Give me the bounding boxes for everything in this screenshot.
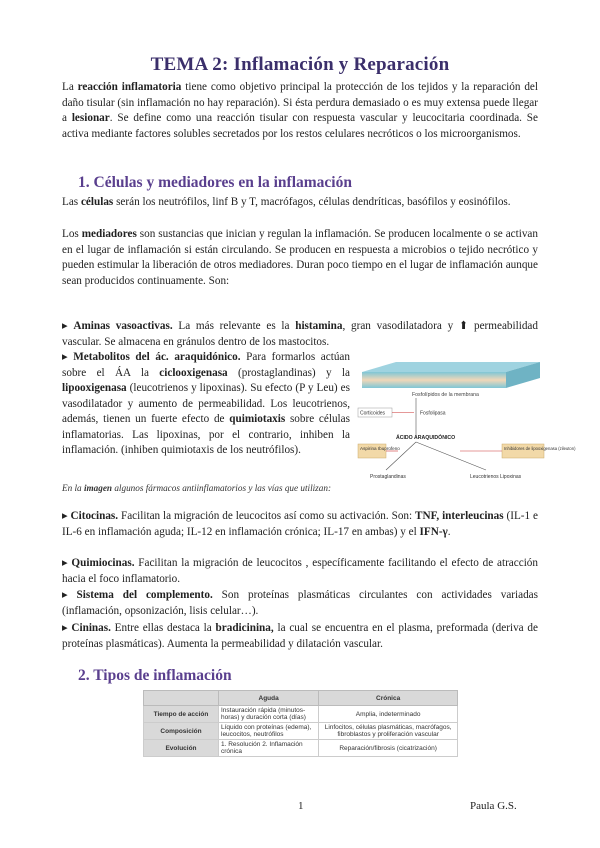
bullet-arrow-icon: ▸ xyxy=(62,622,72,634)
table-header-row: Aguda Crónica xyxy=(144,691,458,706)
table-row: Composición Líquido con proteínas (edema), leucocitos, neutrófilos Linfocitos, células plasmáticas, macrófagos, fibroblastos y proliferación vascular xyxy=(144,723,458,740)
leucotrienos-label: Leucotrienos Lipoxinas xyxy=(470,474,522,480)
mediadores-paragraph: Los mediadores son sustancias que inician y regulan la inflamación. Se producen localmente o se activan en el lugar de inflamación si están circulando. Se producen en respuesta a microbios o tejido necrótico y pueden estimular la liberación de otros mediadores. Duran poco tiempo en el lugar de inflamación aunque sean producidos continuamente. Son: xyxy=(62,228,538,287)
author-name: Paula G.S. xyxy=(470,800,517,812)
lesionar-term: lesionar xyxy=(71,112,110,124)
membrane-label: Fosfolípidos de la membrana xyxy=(412,392,479,398)
aspirina-label: Aspirina Ibuprofeno xyxy=(360,446,400,451)
bullet-metabolitos: ▸ Metabolitos del ác. araquidónico. Para formarlos actúan sobre el ÁA la ciclooxigenasa (prostaglandinas) y la lipooxigenasa (leucotrienos y lipoxinas). Su efecto (P y Leu) es vasodilatador y aumento de permeabilidad. Los leucotrienos, además, tienen un fuerte efecto de quimiotaxis sobre células inflamatorias. Las lipoxinas, por el contrario, inhiben la inflamación. (inhiben quimiotaxis de los neutrófilos). xyxy=(62,351,351,456)
bullet-arrow-icon: ▸ xyxy=(62,557,72,569)
prostaglandinas-label: Prostaglandinas xyxy=(370,474,406,480)
bullet-complemento: ▸ Sistema del complemento. Son proteínas plasmáticas circulantes con actividades variadas (inflamación, opsonización, lisis celular…). xyxy=(62,589,538,617)
corticoides-label: Corticoides xyxy=(360,410,386,417)
up-arrow-icon: ⬆ xyxy=(458,320,469,332)
membrane-graphic xyxy=(362,362,540,388)
acido-araquidonico-label: ÁCIDO ARAQUIDÓNICO xyxy=(396,435,456,441)
reaccion-inflamatoria-term: reacción inflamatoria xyxy=(77,81,182,93)
image-caption: En la imagen algunos fármacos antiinflamatorios y las vías que utilizan: xyxy=(62,483,332,493)
fosfolipasa-label: Fosfolipasa xyxy=(420,410,446,417)
bullet-arrow-icon: ▸ xyxy=(62,510,71,522)
table-row: Tiempo de acción Instauración rápida (minutos-horas) y duración corta (días) Amplia, indeterminado xyxy=(144,706,458,723)
bullet-arrow-icon: ▸ xyxy=(62,351,74,363)
bullet-quimiocinas: ▸ Quimiocinas. Facilitan la migración de leucocitos , específicamente facilitando el efecto de atracción hacia el foco inflamatorio. xyxy=(62,557,538,585)
bullet-cininas: ▸ Cininas. Entre ellas destaca la bradicinina, la cual se encuentra en el plasma, preformada (deriva de proteínas plasmáticas). Aumenta la permeabilidad y dilatación vascular. xyxy=(62,622,538,650)
arachidonic-acid-diagram xyxy=(356,358,576,488)
inhibidores-label: Inhibidores de lipooxigenasa (zileuton) xyxy=(504,446,576,451)
bullet-arrow-icon: ▸ xyxy=(62,320,74,332)
bullet-aminas: ▸ Aminas vasoactivas. La más relevante es la histamina, gran vasodilatadora y ⬆ permeabilidad vascular. Se almacena en gránulos dentro de los mastocitos. xyxy=(62,320,538,348)
page-number: 1 xyxy=(298,800,304,812)
intro-paragraph: La reacción inflamatoria tiene como objetivo principal la protección de los tejidos y la reparación del daño tisular (sin inflamación no hay reparación). Si ésta perdura demasiado o es muy extensa puede llegar a lesionar. Se define como una reacción tisular con respuesta vascular y leucocitaria coordinada. Se activa mediante factores solubles secretados por los restos celulares necróticos o los microorganismos. xyxy=(62,81,538,140)
section-2-heading: 2. Tipos de inflamación xyxy=(78,667,232,684)
bullet-citocinas: ▸ Citocinas. Facilitan la migración de leucocitos así como su activación. Son: TNF, interleucinas (IL-1 e IL-6 en inflamación aguda; IL-12 en inflamación crónica; IL-17 en ambas) y el IFN-γ. xyxy=(62,510,538,538)
section-1-heading: 1. Células y mediadores en la inflamación xyxy=(78,174,352,191)
bullet-arrow-icon: ▸ xyxy=(62,589,77,601)
celulas-paragraph: Las células serán los neutrófilos, linf B y T, macrófagos, células dendríticas, basófilos y eosinófilos. xyxy=(62,196,511,208)
tipos-inflamacion-table xyxy=(143,690,458,757)
page-title: TEMA 2: Inflamación y Reparación xyxy=(150,54,450,75)
table-row: Evolución 1. Resolución 2. Inflamación crónica Reparación/fibrosis (cicatrización) xyxy=(144,740,458,757)
